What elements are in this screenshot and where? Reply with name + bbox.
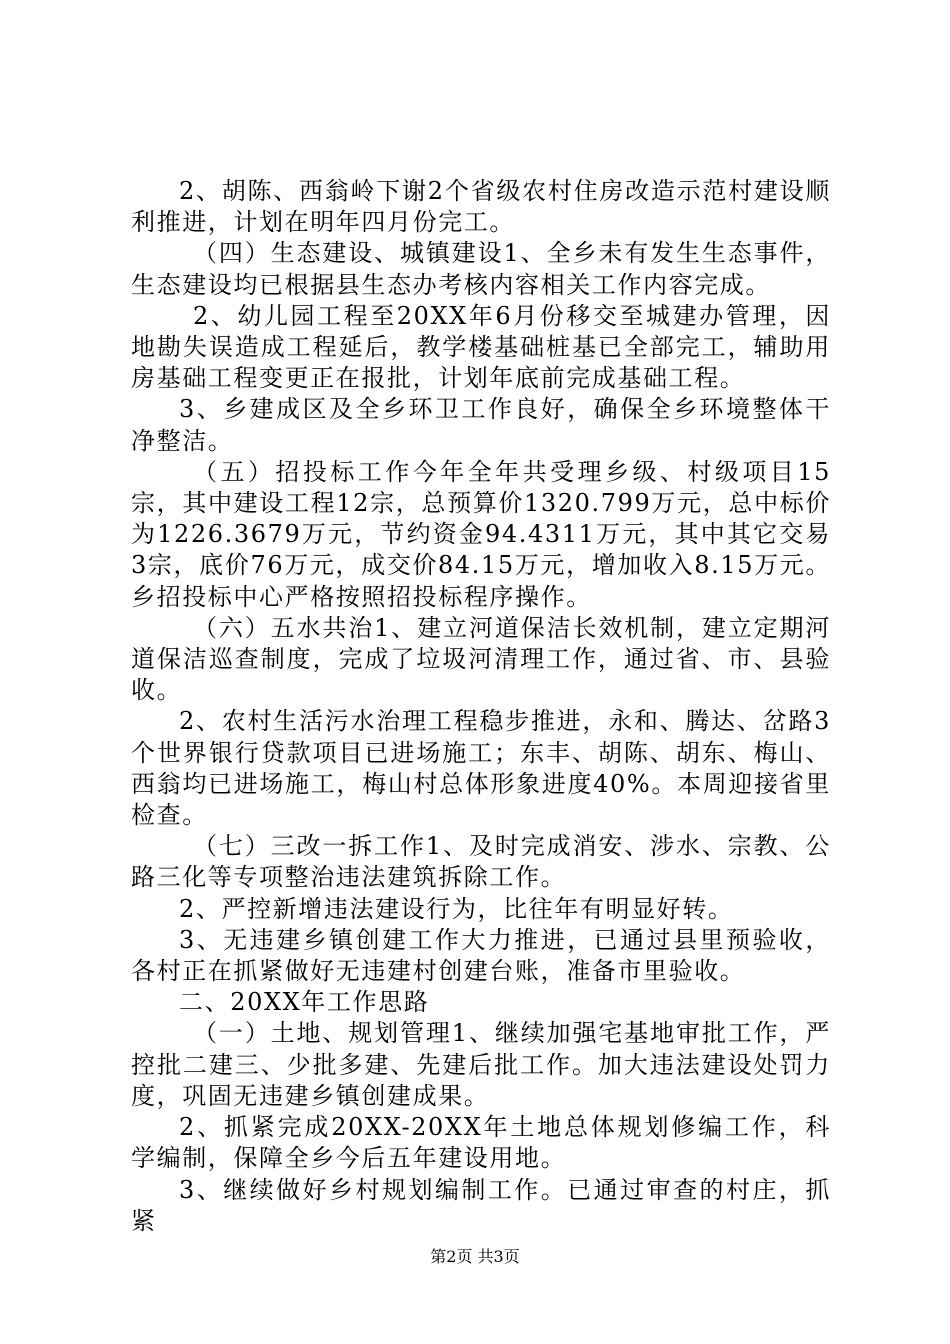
paragraph: （一）土地、规划管理1、继续加强宅基地审批工作，严控批二建三、少批多建、先建后批工作。加大违法建设处罚力度，巩固无违建乡镇创建成果。 <box>131 1019 831 1110</box>
paragraph: 2、农村生活污水治理工程稳步推进，永和、腾达、岔路3个世界银行贷款项目已进场施工；东丰、胡陈、胡东、梅山、西翁均已进场施工，梅山村总体形象进度40%。本周迎接省里检查。 <box>131 707 831 830</box>
paragraph: （六）五水共治1、建立河道保洁长效机制，建立定期河道保洁巡查制度，完成了垃圾河清理工作，通过省、市、县验收。 <box>131 613 831 705</box>
page-number-footer: 第2页 共3页 <box>430 1247 520 1266</box>
document-body <box>131 176 831 1237</box>
paragraph: （五）招投标工作今年全年共受理乡级、村级项目15宗，其中建设工程12宗，总预算价1320.799万元，总中标价为1226.3679万元，节约资金94.4311万元，其中其它交易3宗，底价76万元，成交价84.15万元，增加收入8.15万元。乡招投标中心严格按照招投标程序操作。 <box>131 457 831 611</box>
paragraph: （七）三改一拆工作1、及时完成消安、涉水、宗教、公路三化等专项整治违法建筑拆除工作。 <box>131 832 831 892</box>
paragraph: 3、继续做好乡村规划编制工作。已通过审查的村庄，抓紧 <box>131 1175 831 1235</box>
paragraph: 2、胡陈、西翁岭下谢2个省级农村住房改造示范村建设顺利推进，计划在明年四月份完工。 <box>131 177 831 237</box>
paragraph: （四）生态建设、城镇建设1、全乡未有发生生态事件，生态建设均已根据县生态办考核内容相关工作内容完成。 <box>131 239 831 299</box>
paragraph: 2、幼儿园工程至20XX年6月份移交至城建办管理，因地勘失误造成工程延后，教学楼基础桩基已全部完工，辅助用房基础工程变更正在报批，计划年底前完成基础工程。 <box>131 301 831 393</box>
section-heading: 二、20XX年工作思路 <box>179 988 430 1017</box>
paragraph: 3、无违建乡镇创建工作大力推进，已通过县里预验收，各村正在抓紧做好无违建村创建台账，准备市里验收。 <box>131 925 831 986</box>
paragraph: 3、乡建成区及全乡环卫工作良好，确保全乡环境整体干净整洁。 <box>131 395 831 455</box>
paragraph: 2、抓紧完成20XX-20XX年土地总体规划修编工作，科学编制，保障全乡今后五年建设用地。 <box>131 1113 831 1173</box>
paragraph: 2、严控新增违法建设行为，比往年有明显好转。 <box>179 894 734 923</box>
